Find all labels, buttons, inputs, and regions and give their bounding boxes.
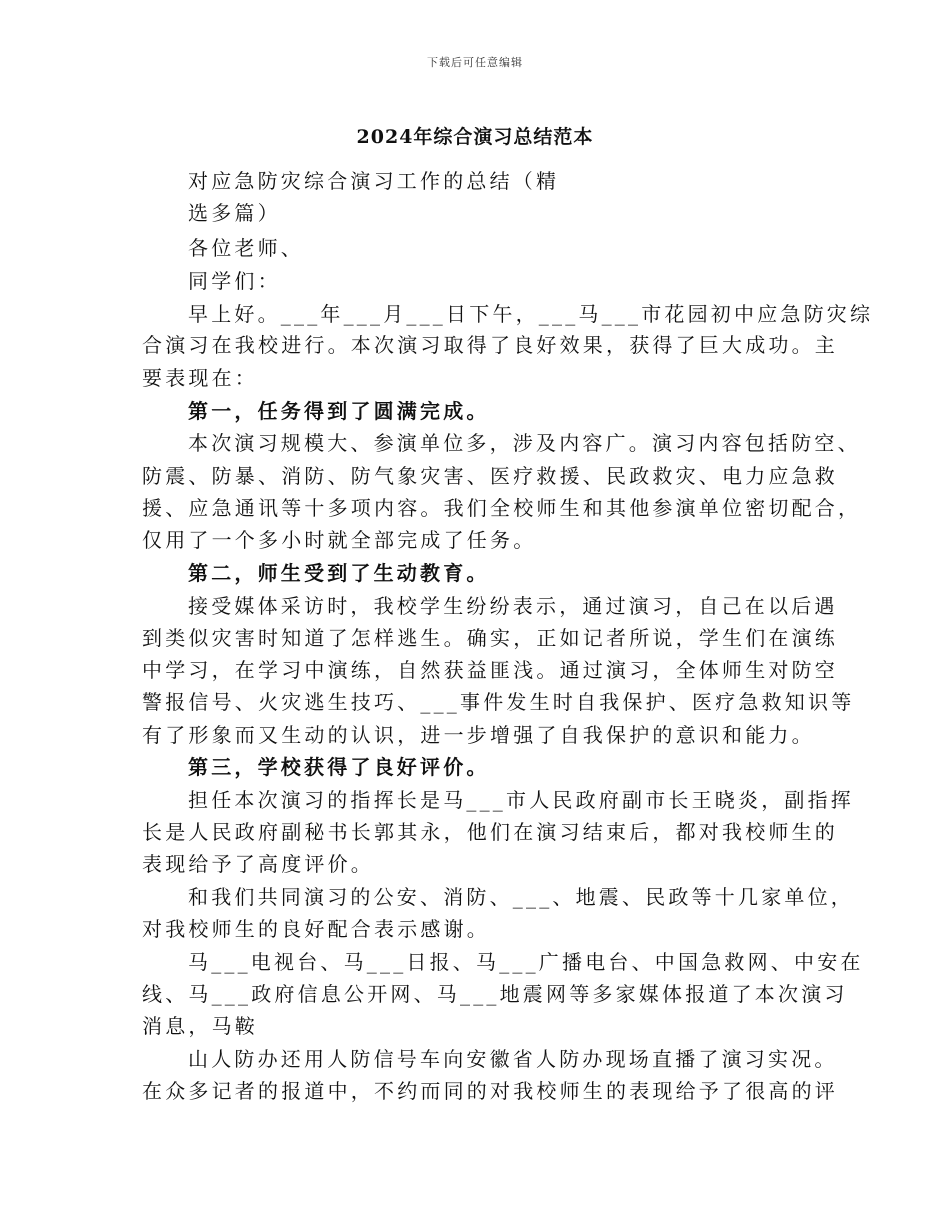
body-line: 早上好。___年___月___日下午，___马___市花园初中应急防灾综 [188,302,874,326]
body-line: 线、马___政府信息公开网、马___地震网等多家媒体报道了本次演习 [142,982,848,1006]
body-line: 中学习，在学习中演练，自然获益匪浅。通过演习，全体师生对防空 [142,658,838,682]
body-line: 防震、防暴、消防、防气象灾害、医疗救援、民政救灾、电力应急救 [142,464,838,488]
body-line: 援、应急通讯等十多项内容。我们全校师生和其他参演单位密切配合， [142,496,862,520]
body-line: 接受媒体采访时，我校学生纷纷表示，通过演习，自己在以后遇 [188,594,838,618]
body-line: 有了形象而又生动的认识，进一步增强了自我保护的意识和能力。 [142,723,815,747]
body-line: 长是人民政府副秘书长郭其永，他们在演习结束后，都对我校师生的 [142,820,838,844]
body-line: 消息，马鞍 [142,1014,258,1038]
body-line: 在众多记者的报道中，不约而同的对我校师生的表现给予了很高的评 [142,1079,838,1103]
body-line: 和我们共同演习的公安、消防、___、地震、民政等十几家单位， [188,885,854,909]
body-line: 到类似灾害时知道了怎样逃生。确实，正如记者所说，学生们在演练 [142,626,838,650]
body-line: 山人防办还用人防信号车向安徽省人防办现场直播了演习实况。 [188,1047,838,1071]
body-line: 同学们： [188,269,281,293]
body-line: 选多篇） [188,201,281,225]
body-line: 各位老师、 [188,236,304,260]
section-heading: 第三，学校获得了良好评价。 [188,755,490,779]
body-line: 合演习在我校进行。本次演习取得了良好效果，获得了巨大成功。主 [142,333,838,357]
body-line: 要表现在： [142,366,258,390]
body-line: 本次演习规模大、参演单位多，涉及内容广。演习内容包括防空、 [188,431,861,455]
body-line: 仅用了一个多小时就全部完成了任务。 [142,528,537,552]
body-line: 担任本次演习的指挥长是马___市人民政府副市长王晓炎，副指挥 [188,788,854,812]
body-line: 对应急防灾综合演习工作的总结（精 [188,169,560,193]
body-line: 对我校师生的良好配合表示感谢。 [142,917,490,941]
body-line: 马___电视台、马___日报、马___广播电台、中国急救网、中安在 [188,950,864,974]
section-heading: 第二，师生受到了生动教育。 [188,561,490,585]
section-heading: 第一，任务得到了圆满完成。 [188,399,490,423]
page-header: 下载后可任意编辑 [427,56,523,69]
body-line: 表现给予了高度评价。 [142,852,374,876]
body-line: 警报信号、火灾逃生技巧、___事件发生时自我保护、医疗急救知识等 [142,690,855,714]
document-title: 2024年综合演习总结范本 [356,126,594,148]
